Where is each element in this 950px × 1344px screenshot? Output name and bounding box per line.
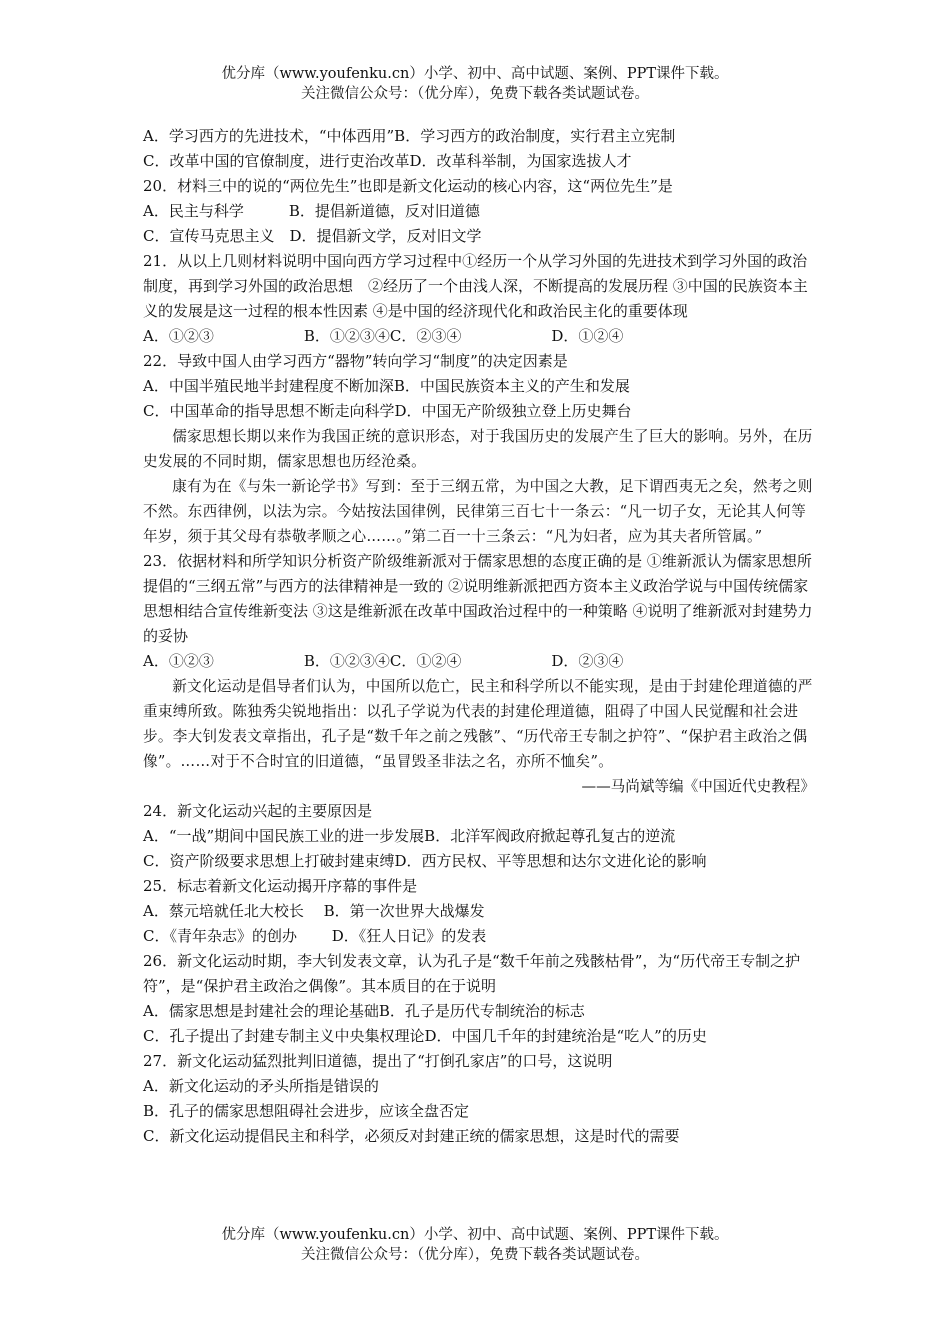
- text-line: A．新文化运动的矛头所指是错误的: [143, 1077, 379, 1095]
- footer-line-1: 优分库（www.youfenku.cn）小学、初中、高中试题、案例、PPT课件下载。: [221, 1227, 729, 1243]
- text-line: A．“一战”期间中国民族工业的进一步发展B．北洋军阀政府掀起尊孔复古的逆流: [143, 827, 676, 845]
- text-line: A．民主与科学 B．提倡新道德，反对旧道德: [143, 202, 480, 220]
- text-line: 27．新文化运动猛烈批判旧道德，提出了“打倒孔家店”的口号，这说明: [143, 1052, 613, 1070]
- footer-line-2: 关注微信公众号：（优分库），免费下载各类试题试卷。: [301, 1247, 649, 1263]
- material-paragraph: 新文化运动是倡导者们认为，中国所以危亡，民主和科学所以不能实现，是由于封建伦理道德的严重束缚所致。陈独秀尖锐地指出：以孔子学说为代表的封建伦理道德，阻碍了中国人民觉醒和社会进步。李大钊发表文章指出，孔子是“数千年之前之残骸”、“历代帝王专制之护符”、“保护君主政治之偶像”。……对于不合时宜的旧道德，“虽冒毁圣非法之名，亦所不恤矣”。: [143, 678, 813, 770]
- text-line: C．宣传马克思主义 D．提倡新文学，反对旧文学: [143, 227, 482, 245]
- material-paragraph: 儒家思想长期以来作为我国正统的意识形态，对于我国历史的发展产生了巨大的影响。另外，在历史发展的不同时期，儒家思想也历经沧桑。: [143, 428, 813, 470]
- text-line: C．中国革命的指导思想不断走向科学D．中国无产阶级独立登上历史舞台: [143, 402, 632, 420]
- text-line: B．孔子的儒家思想阻碍社会进步，应该全盘否定: [143, 1102, 470, 1120]
- text-line: C．资产阶级要求思想上打破封建束缚D．西方民权、平等思想和达尔文进化论的影响: [143, 852, 707, 870]
- text-line: A．①②③ B．①②③④C．①②④ D．②③④: [143, 652, 624, 670]
- text-line: 20．材料三中的说的“两位先生”也即是新文化运动的核心内容，这“两位先生”是: [143, 177, 673, 195]
- text-line: C．新文化运动提倡民主和科学，必须反对封建正统的儒家思想，这是时代的需要: [143, 1127, 680, 1145]
- page-footer: [0, 1225, 950, 1265]
- text-line: 21．从以上几则材料说明中国向西方学习过程中①经历一个从学习外国的先进技术到学习外国的政治制度，再到学习外国的政治思想 ②经历了一个由浅人深，不断提高的发展历程 ③中国的民族资本主义的发展是这一过程的根本性因素 ④是中国的经济现代化和政治民主化的重要体现: [143, 252, 808, 320]
- text-line: A．儒家思想是封建社会的理论基础B．孔子是历代专制统治的标志: [143, 1002, 585, 1020]
- text-line: C．孔子提出了封建专制主义中央集权理论D．中国几千年的封建统治是“吃人”的历史: [143, 1027, 707, 1045]
- text-line: A．①②③ B．①②③④C．②③④ D．①②④: [143, 327, 624, 345]
- page-header: [0, 64, 950, 104]
- material-paragraph: 康有为在《与朱一新论学书》写到：至于三纲五常，为中国之大教，足下谓西夷无之矣，然考之则不然。东西律例，以法为宗。今姑按法国律例，民律第三百七十一条云：“凡一切子女，无论其人何等年岁，须于其父母有恭敬孝顺之心……。”第二百一十三条云：“凡为妇者，应为其夫者所管属。”: [143, 478, 813, 545]
- text-line: A．学习西方的先进技术，“中体西用”B．学习西方的政治制度，实行君主立宪制: [143, 127, 676, 145]
- text-line: C．改革中国的官僚制度，进行吏治改革D．改革科举制，为国家选拔人才: [143, 152, 632, 170]
- text-line: 24．新文化运动兴起的主要原因是: [143, 802, 373, 820]
- text-line: 25．标志着新文化运动揭开序幕的事件是: [143, 877, 418, 895]
- text-line: 22．导致中国人由学习西方“器物”转向学习“制度”的决定因素是: [143, 352, 568, 370]
- text-line: A．中国半殖民地半封建程度不断加深B．中国民族资本主义的产生和发展: [143, 377, 630, 395]
- header-line-2: 关注微信公众号：（优分库），免费下载各类试题试卷。: [301, 86, 649, 102]
- header-line-1: 优分库（www.youfenku.cn）小学、初中、高中试题、案例、PPT课件下载。: [221, 66, 729, 82]
- text-line: A．蔡元培就任北大校长 B．第一次世界大战爆发: [143, 902, 485, 920]
- document-body: [143, 124, 815, 1149]
- text-line: C．《青年杂志》的创办 D．《狂人日记》的发表: [143, 927, 487, 945]
- text-line: 23．依据材料和所学知识分析资产阶级维新派对于儒家思想的态度正确的是 ①维新派认为儒家思想所提倡的“三纲五常”与西方的法律精神是一致的 ②说明维新派把西方资本主义政治学说与中国传统儒家思想相结合宣传维新变法 ③这是维新派在改革中国政治过程中的一种策略 ④说明了维新派对封建势力的妥协: [143, 552, 813, 645]
- text-line: 26．新文化运动时期，李大钊发表文章，认为孔子是“数千年前之残骸枯骨”，为“历代帝王专制之护符”，是“保护君主政治之偶像”。其本质目的在于说明: [143, 952, 801, 995]
- source-citation: ——马尚斌等编《中国近代史教程》: [581, 778, 815, 795]
